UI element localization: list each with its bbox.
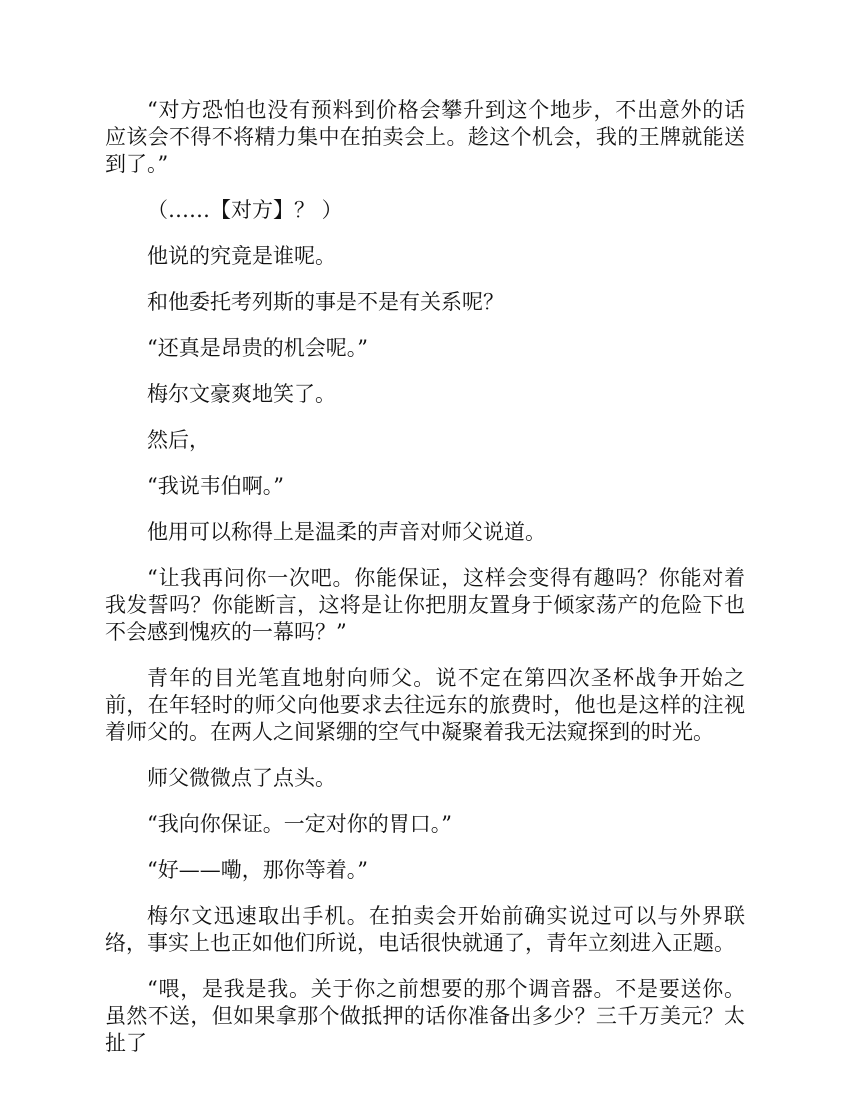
paragraph: 师父微微点了点头。 (147, 766, 336, 790)
paragraph: “我向你保证。一定对你的胃口。” (147, 812, 452, 836)
paragraph: “对方恐怕也没有预料到价格会攀升到这个地步，不出意外的话应该会不得不将精力集中在拍卖会上。趁这个机会，我的王牌就能送到了。” (105, 98, 745, 176)
paragraph: 他说的究竟是谁呢。 (147, 244, 336, 268)
paragraph: “好——嘞，那你等着。” (147, 858, 368, 882)
paragraph: （……【对方】？ ） (147, 198, 343, 222)
paragraph: 青年的目光笔直地射向师父。说不定在第四次圣杯战争开始之前，在年轻时的师父向他要求去往远东的旅费时，他也是这样的注视着师父的。在两人之间紧绷的空气中凝聚着我无法窥探到的时光。 (105, 666, 745, 744)
paragraph: 梅尔文豪爽地笑了。 (147, 382, 336, 406)
paragraph: “我说韦伯啊。” (147, 474, 284, 498)
paragraph: 梅尔文迅速取出手机。在拍卖会开始前确实说过可以与外界联络，事实上也正如他们所说，电话很快就通了，青年立刻进入正题。 (105, 904, 745, 955)
paragraph: 他用可以称得上是温柔的声音对师父说道。 (147, 520, 546, 544)
paragraph: 和他委托考列斯的事是不是有关系呢？ (147, 290, 504, 314)
paragraph: “让我再问你一次吧。你能保证，这样会变得有趣吗？你能对着我发誓吗？你能断言，这将是让你把朋友置身于倾家荡产的危险下也不会感到愧疚的一幕吗？” (105, 566, 745, 644)
paragraph: 然后， (147, 428, 210, 452)
paragraph: “还真是昂贵的机会呢。” (147, 336, 368, 360)
paragraph: “喂，是我是我。关于你之前想要的那个调音器。不是要送你。虽然不送，但如果拿那个做抵押的话你准备出多少？三千万美元？太扯了 (105, 977, 745, 1055)
document-page (105, 97, 745, 1076)
